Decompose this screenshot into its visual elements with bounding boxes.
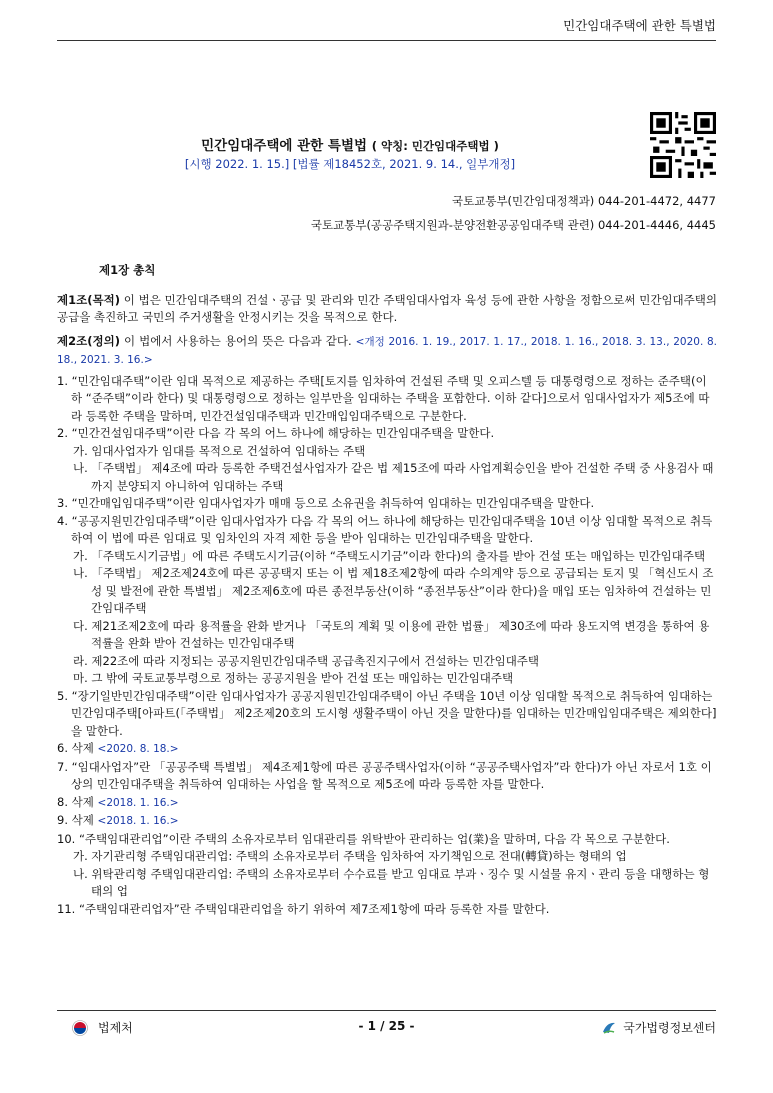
footer-rule: [57, 1010, 716, 1011]
law-title: [100, 134, 600, 154]
footer-agency: 법제처: [98, 1021, 133, 1035]
sub-list-item: 나. 「주택법」 제4조에 따라 등록한 주택건설사업자가 같은 법 제15조에 따라 사업계획승인을 받아 건설한 주택 중 사용검사 때까지 분양되지 아니하여 임대하는 주택: [73, 461, 714, 493]
law-title-abbreviation: ( 약칭: 민간임대주택법 ): [371, 139, 499, 153]
list-item: [57, 740, 717, 759]
sub-list-item: 라. 제22조에 따라 지정되는 공공지원민간임대주택 공급촉진지구에서 건설하는 민간임대주택: [73, 653, 540, 668]
law-center-logo-icon: [601, 1020, 617, 1036]
department-contact: 국토교통부(민간임대정책과) 044-201-4472, 4477: [452, 194, 716, 208]
article-2-heading: 제2조(정의): [57, 333, 120, 348]
amendment-history: <개정 2016. 1. 19., 2017. 1. 17., 2018. 1. 16., 2018. 3. 13., 2020. 8. 18., 2021. 3. 16.>: [57, 335, 717, 366]
sub-list-item: 나. 「주택법」 제2조제24호에 따른 공공택지 또는 이 법 제18조제2항에 따라 수의계약 등으로 공급되는 토지 및 「혁신도시 조성 및 발전에 관한 특별법」 제2조제6호에 따른 종전부동산(이하 “종전부동산”이라 한다)을 매입 또는 임차하여 건설하는 민간임대주택: [73, 566, 714, 615]
list-item: 10. “주택임대관리업”이란 주택의 소유자로부터 임대관리를 위탁받아 관리하는 업(業)을 말하며, 다음 각 목으로 구분한다.: [57, 831, 670, 846]
article-2-text: 이 법에서 사용하는 용어의 뜻은 다음과 같다.: [119, 333, 356, 348]
qr-code-icon: [650, 112, 716, 178]
sub-list-item: 가. 자기관리형 주택임대관리업: 주택의 소유자로부터 주택을 임차하여 자기책임으로 전대(轉貸)하는 형태의 업: [73, 849, 627, 863]
list-item: 4. “공공지원민간임대주택”이란 임대사업자가 다음 각 목의 어느 하나에 해당하는 민간임대주택을 10년 이상 임대할 목적으로 취득하여 이 법에 따른 임대료 및 임차인의 자격 제한 등을 받아 임대하는 민간임대주택을 말한다.: [57, 513, 713, 545]
law-title-main: 민간임대주택에 관한 특별법: [201, 138, 368, 154]
article-2: [57, 333, 717, 370]
list-item-text: 9. 삭제: [57, 813, 98, 827]
list-item: 7. “임대사업자”란 「공공주택 특별법」 제4조제1항에 따른 공공주택사업자(이하 “공공주택사업자”라 한다)가 아닌 자로서 1호 이상의 민간임대주택을 취득하여 임대하는 사업을 할 목적으로 제5조에 따라 등록한 자를 말한다.: [57, 759, 712, 791]
list-item-text: 6. 삭제: [57, 741, 98, 755]
page-number: - 1 / 25 -: [358, 1019, 415, 1033]
list-item: [57, 812, 717, 831]
department-contact: 국토교통부(공공주택지원과-분양전환공공임대주택 관련) 044-201-4446, 4445: [310, 218, 716, 232]
list-item: 3. “민간매입임대주택”이란 임대사업자가 매매 등으로 소유권을 취득하여 임대하는 민간임대주택을 말한다.: [57, 496, 595, 510]
sub-list-item: 마. 그 밖에 국토교통부령으로 정하는 공공지원을 받아 건설 또는 매입하는 민간임대주택: [73, 671, 514, 685]
running-header: 민간임대주택에 관한 특별법: [563, 18, 716, 33]
enforcement-info: [시행 2022. 1. 15.] [법률 제18452호, 2021. 9. 14., 일부개정]: [184, 157, 516, 171]
list-item: 11. “주택임대관리업자”란 주택임대관리업을 하기 위하여 제7조제1항에 따라 등록한 자를 말한다.: [57, 901, 550, 916]
article-1-heading: 제1조(목적): [57, 292, 120, 307]
sub-list-item: 가. 임대사업자가 임대를 목적으로 건설하여 임대하는 주택: [73, 443, 366, 458]
list-item: [57, 794, 717, 813]
footer-right: [601, 1019, 716, 1036]
list-item-text: 8. 삭제: [57, 794, 98, 809]
footer-center-name: 국가법령정보센터: [623, 1021, 716, 1035]
amendment-date: <2018. 1. 16.>: [97, 796, 179, 809]
law-body: [57, 262, 717, 918]
article-1-text: 이 법은 민간임대주택의 건설ㆍ공급 및 관리와 민간 주택임대사업자 육성 등에 관한 사항을 정함으로써 민간임대주택의 공급을 촉진하고 국민의 주거생활을 안정시키는 것을 목적으로 한다.: [57, 292, 717, 324]
amendment-date: <2020. 8. 18.>: [97, 743, 179, 755]
list-item: 1. “민간임대주택”이란 임대 목적으로 제공하는 주택[토지를 임차하여 건설된 주택 및 오피스텔 등 대통령령으로 정하는 준주택(이하 “준주택”이라 한다) 및 대통령령으로 정하는 일부만을 임대하는 주택을 포함한다. 이하 같다]으로서 임대사업자가 제5조에 따라 등록한 주택을 말하며, 민간건설임대주택과 민간매입임대주택으로 구분한다.: [57, 373, 710, 423]
list-item: 5. “장기일반민간임대주택”이란 임대사업자가 공공지원민간임대주택이 아닌 주택을 10년 이상 임대할 목적으로 취득하여 임대하는 민간임대주택[아파트(「주택법」 제2조제20호의 도시형 생활주택이 아닌 것을 말한다)를 임대하는 민간매입임대주택은 제외한다]을 말한다.: [57, 688, 717, 738]
sub-list-item: 가. 「주택도시기금법」에 따른 주택도시기금(이하 “주택도시기금”이라 한다)의 출자를 받아 건설 또는 매입하는 민간임대주택: [73, 548, 706, 563]
sub-list-item: 다. 제21조제2호에 따라 용적률을 완화 받거나 「국토의 계획 및 이용에 관한 법률」 제30조에 따라 용도지역 변경을 통하여 용적률을 완화 받아 건설하는 민간임대주택: [73, 618, 710, 650]
header-rule: [57, 40, 716, 41]
article-1: [57, 292, 717, 327]
amendment-date: <2018. 1. 16.>: [97, 815, 179, 827]
sub-list-item: 나. 위탁관리형 주택임대관리업: 주택의 소유자로부터 수수료를 받고 임대료 부과ㆍ징수 및 시설물 유지ㆍ관리 등을 대행하는 형태의 업: [73, 866, 710, 898]
chapter-heading: 제1장 총칙: [99, 263, 156, 277]
list-item: 2. “민간건설임대주택”이란 다음 각 목의 어느 하나에 해당하는 민간임대주택을 말한다.: [57, 426, 495, 440]
